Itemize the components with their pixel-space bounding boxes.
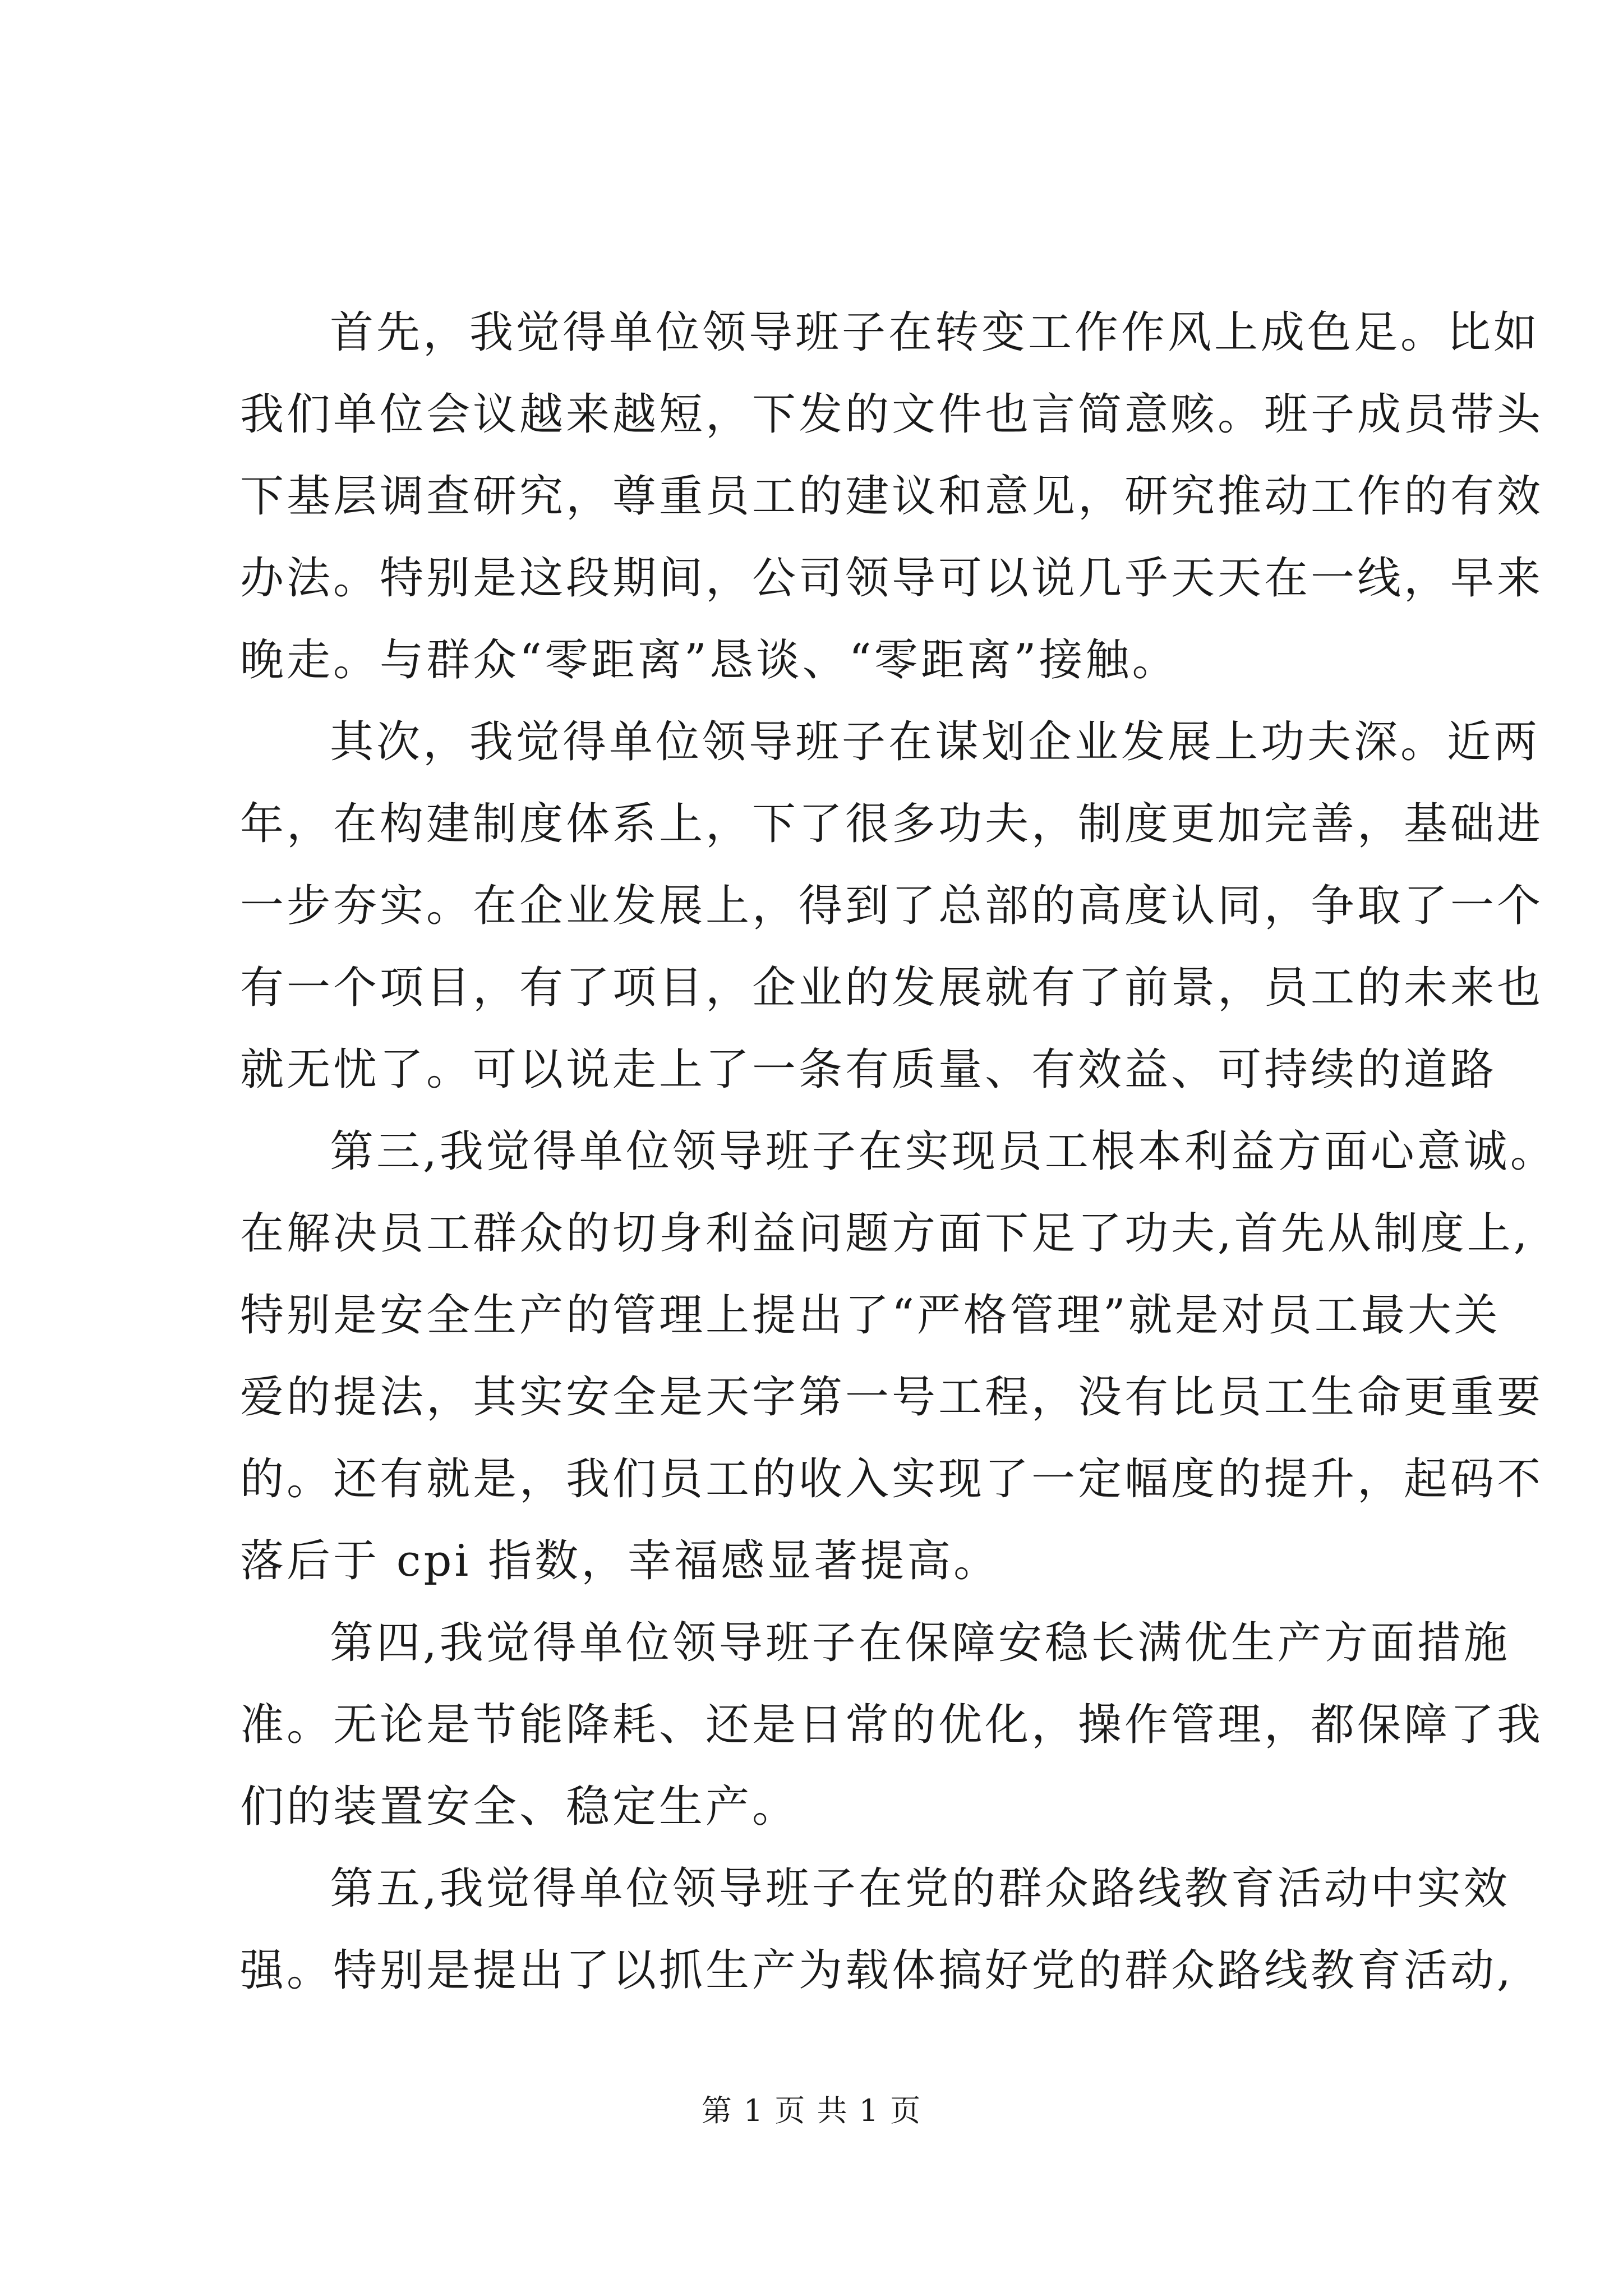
paragraph-line: 第四,我觉得单位领导班子在保障安稳长满优生产方面措施: [330, 1618, 1510, 1668]
paragraph-2: [240, 701, 1544, 1111]
document-body: [240, 292, 1557, 2012]
paragraph-line: 爱的提法，其实安全是天字第一号工程，没有比员工生命更重要: [240, 1372, 1544, 1423]
paragraph-line: 年，在构建制度体系上，下了很多功夫，制度更加完善，基础进: [240, 799, 1544, 849]
paragraph-1: [240, 292, 1544, 701]
paragraph-line: 其次，我觉得单位领导班子在谋划企业发展上功夫深。近两: [330, 717, 1541, 767]
paragraph-line: 就无忧了。可以说走上了一条有质量、有效益、可持续的道路: [240, 1045, 1497, 1095]
paragraph-3: [240, 1111, 1557, 1602]
paragraph-line: 第五,我觉得单位领导班子在党的群众路线教育活动中实效: [330, 1864, 1510, 1914]
paragraph-line: 强。特别是提出了以抓生产为载体搞好党的群众路线教育活动,: [240, 1945, 1514, 1996]
paragraph-line: 第三,我觉得单位领导班子在实现员工根本利益方面心意诚。: [330, 1126, 1557, 1177]
paragraph-line: 首先，我觉得单位领导班子在转变工作作风上成色足。比如: [330, 307, 1541, 358]
paragraph-line: 我们单位会议越来越短，下发的文件也言简意赅。班子成员带头: [240, 389, 1544, 440]
paragraph-line: 晚走。与群众“零距离”恳谈、“零距离”接触。: [240, 635, 1179, 685]
paragraph-line: 准。无论是节能降耗、还是日常的优化，操作管理，都保障了我: [240, 1700, 1544, 1750]
paragraph-line: 下基层调查研究，尊重员工的建议和意见，研究推动工作的有效: [240, 471, 1544, 522]
paragraph-line: 在解决员工群众的切身利益问题方面下足了功夫,首先从制度上,: [240, 1208, 1530, 1259]
paragraph-line: 特别是安全生产的管理上提出了“严格管理”就是对员工最大关: [240, 1290, 1501, 1341]
paragraph-line: 一步夯实。在企业发展上，得到了总部的高度认同，争取了一个: [240, 881, 1544, 931]
paragraph-line: 有一个项目，有了项目，企业的发展就有了前景，员工的未来也: [240, 963, 1544, 1013]
paragraph-line: 办法。特别是这段期间，公司领导可以说几乎天天在一线，早来: [240, 553, 1544, 604]
paragraph-line: 们的装置安全、稳定生产。: [240, 1782, 799, 1832]
paragraph-line: 落后于 cpi 指数，幸福感显著提高。: [240, 1536, 1000, 1586]
paragraph-line: 的。还有就是，我们员工的收入实现了一定幅度的提升，起码不: [240, 1454, 1544, 1504]
page-number-footer: 第 1 页 共 1 页: [701, 2093, 922, 2128]
paragraph-5: [240, 1848, 1514, 2012]
paragraph-4: [240, 1602, 1544, 1848]
